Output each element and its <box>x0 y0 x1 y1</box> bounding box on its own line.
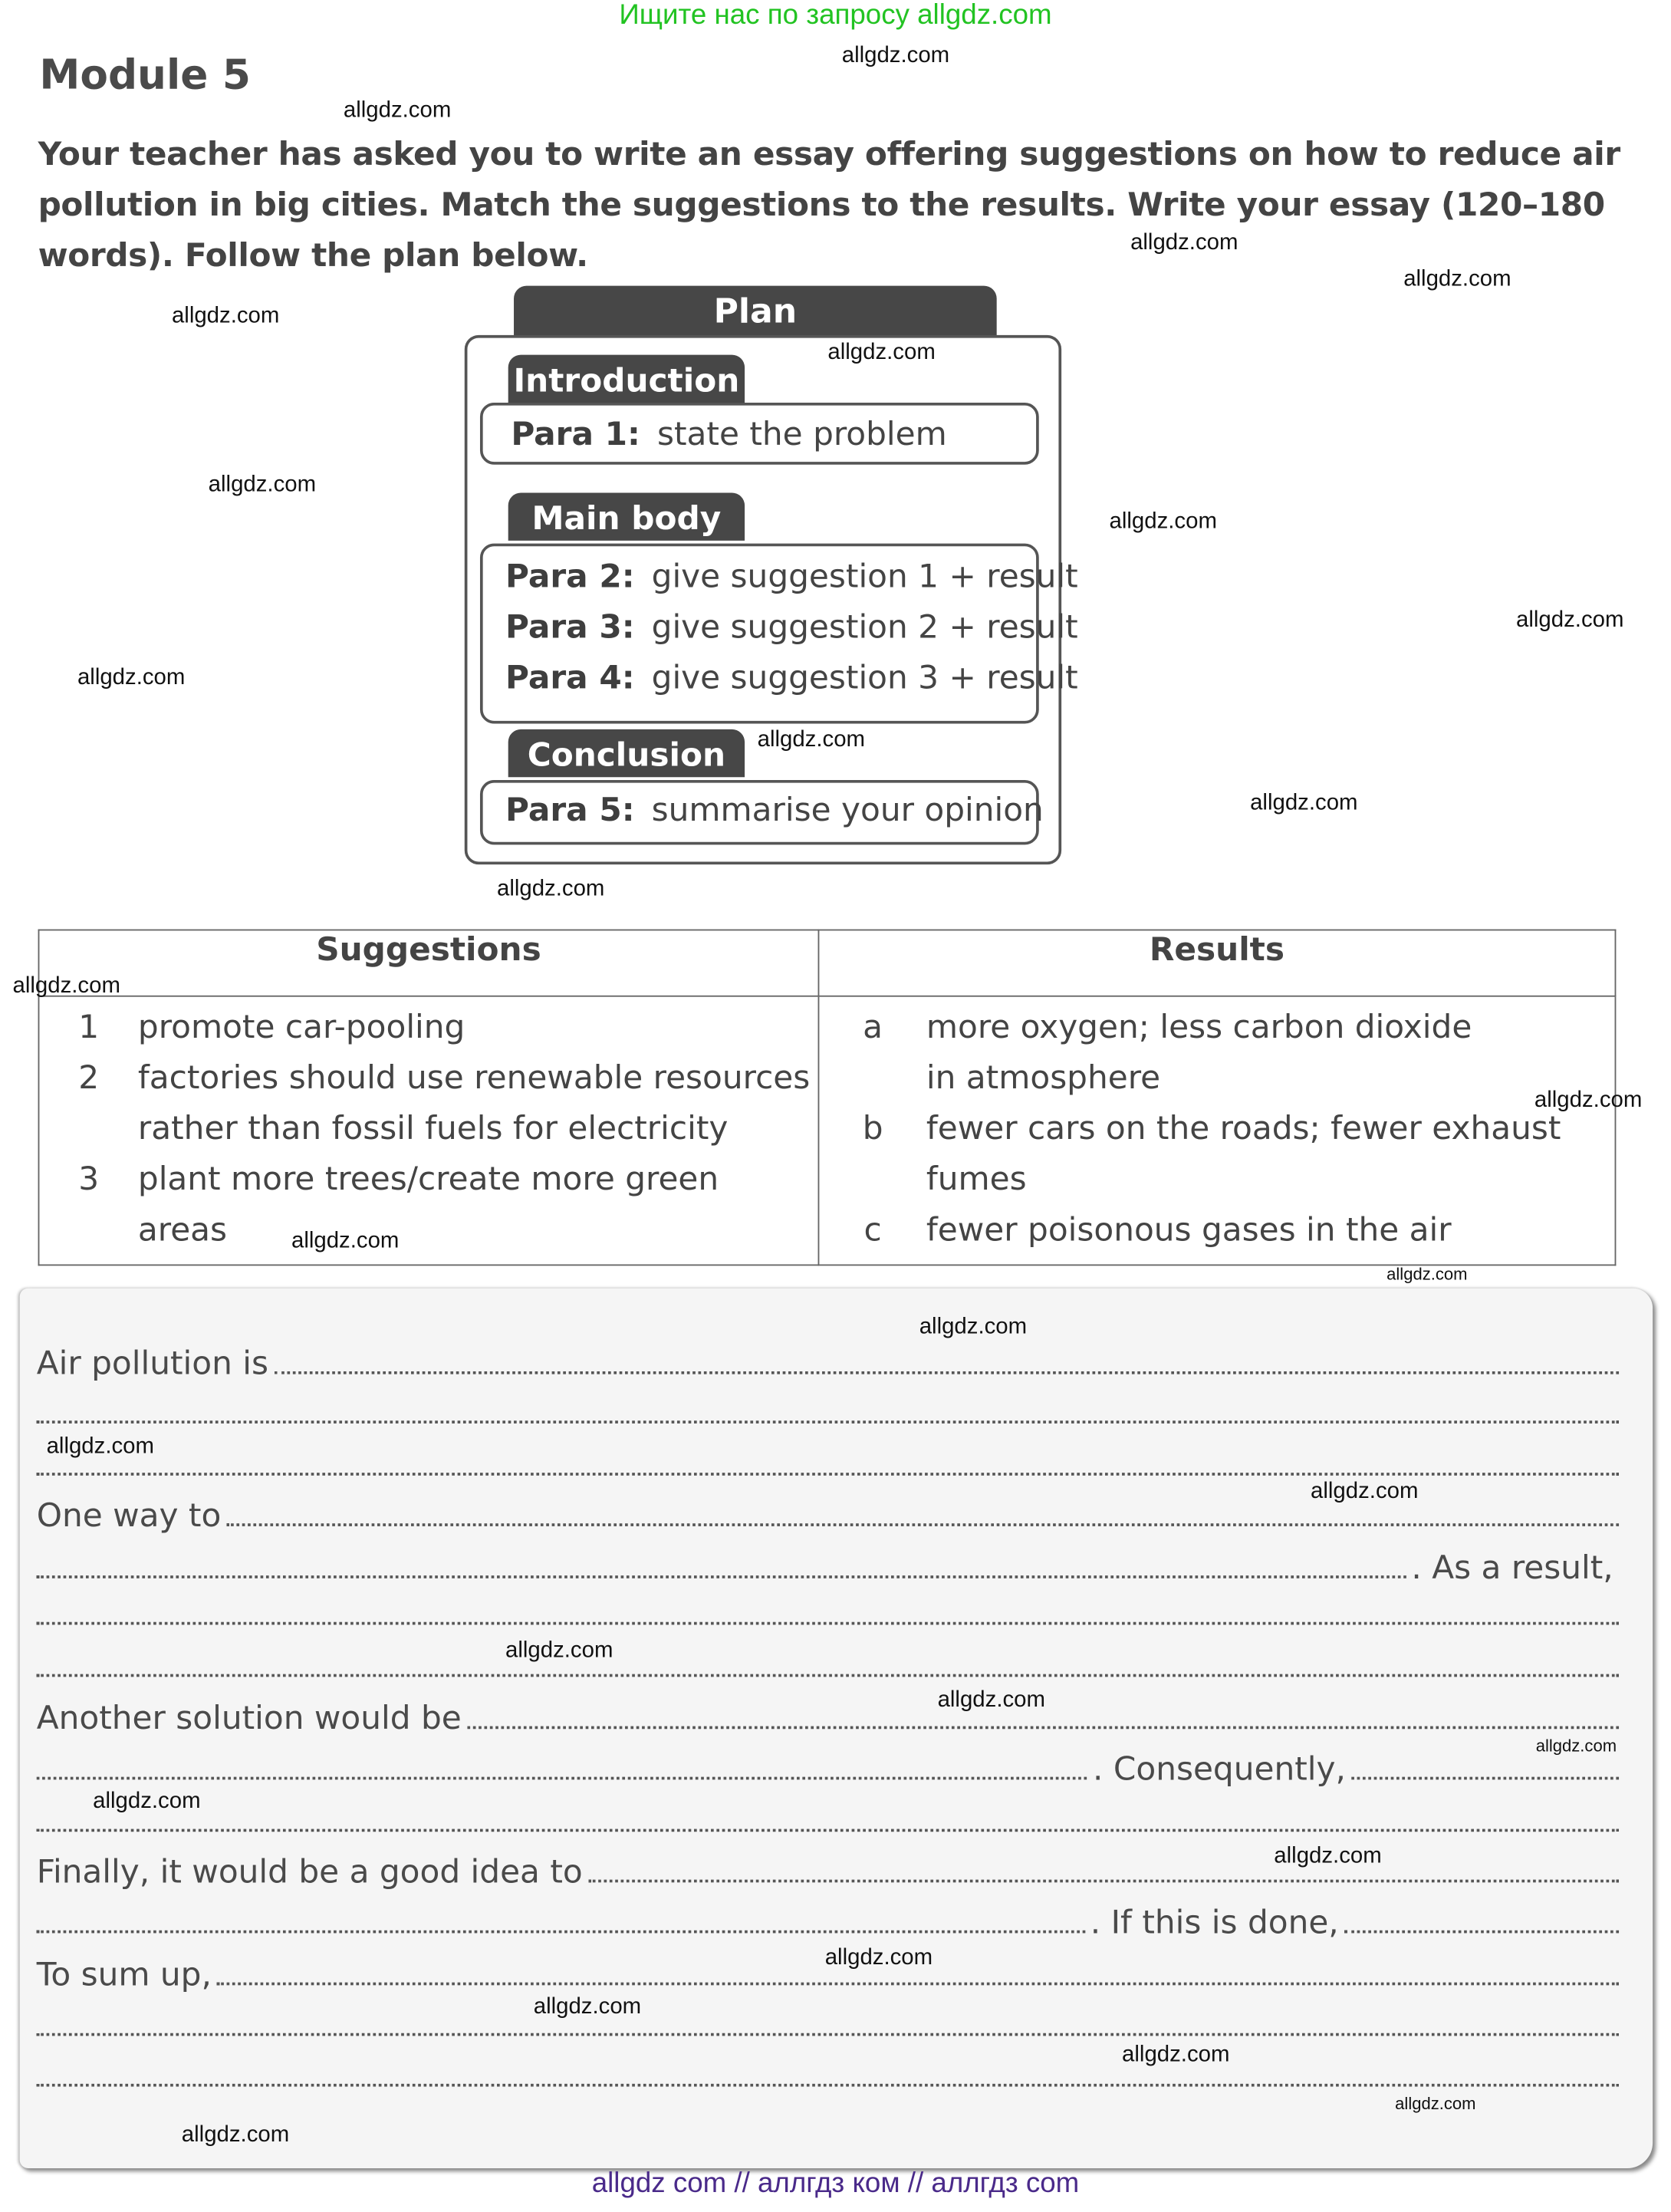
dotted-line[interactable] <box>37 1828 1619 1832</box>
watermark: allgdz.com <box>77 666 186 690</box>
essay-line[interactable] <box>37 1439 1619 1484</box>
suggestion-item <box>39 1053 817 1154</box>
plan-row <box>483 552 1078 603</box>
para-text: give suggestion 2 + result <box>651 609 1078 647</box>
watermark: allgdz.com <box>1403 267 1511 291</box>
result-item <box>819 1205 1614 1256</box>
plan-row <box>483 653 1078 704</box>
essay-line[interactable] <box>37 2050 1619 2095</box>
item-text: plant more trees/create more green areas <box>137 1161 719 1249</box>
item-text: fewer cars on the roads; fewer exhaust fumes <box>926 1111 1561 1199</box>
plan-title: Plan <box>514 286 997 337</box>
search-banner[interactable]: Ищите нас по запросу allgdz.com <box>619 0 1052 31</box>
dotted-line[interactable] <box>274 1370 1619 1374</box>
watermark: allgdz.com <box>497 877 605 901</box>
dotted-line[interactable] <box>588 1878 1619 1883</box>
dotted-line[interactable] <box>37 2082 1619 2087</box>
watermark: allgdz.com <box>505 1638 613 1663</box>
results-header: Results <box>818 930 1615 996</box>
plan-main-box <box>480 544 1078 724</box>
item-text: promote car-pooling <box>137 1009 465 1046</box>
dotted-line[interactable] <box>37 1929 1085 1934</box>
watermark: allgdz.com <box>93 1789 201 1814</box>
essay-prompt: . If this is done, <box>1090 1904 1339 1942</box>
item-letter: c <box>863 1212 882 1249</box>
dotted-line[interactable] <box>227 1522 1619 1526</box>
essay-prompt: Air pollution is <box>36 1345 269 1383</box>
item-number: 2 <box>78 1060 100 1098</box>
para-label: Para 3: <box>505 609 635 647</box>
task-instructions: Your teacher has asked you to write an essay offering suggestions on how to reduce air pollution in big cities. Match the suggestions to the results. Write your essay (120–180 words). Follow the plan below. <box>38 137 1620 275</box>
suggestions-cell <box>38 996 818 1266</box>
essay-prompt: Another solution would be <box>36 1700 462 1738</box>
watermark: allgdz.com <box>1516 608 1624 633</box>
essay-prompt: . As a result, <box>1411 1550 1613 1587</box>
essay-line[interactable] <box>37 1638 1619 1686</box>
watermark: allgdz.com <box>343 98 452 123</box>
suggestions-header: Suggestions <box>38 930 818 996</box>
watermark: allgdz.com <box>1535 1736 1617 1756</box>
dotted-line[interactable] <box>37 1419 1619 1424</box>
para-text: summarise your opinion <box>651 792 1044 830</box>
module-title: Module 5 <box>39 51 251 99</box>
watermark: allgdz.com <box>1386 1264 1468 1285</box>
watermark: allgdz.com <box>1395 2093 1476 2114</box>
watermark: allgdz.com <box>533 1995 642 2019</box>
results-cell <box>818 996 1615 1266</box>
essay-prompt: To sum up, <box>36 1957 212 1994</box>
watermark: allgdz.com <box>1311 1480 1419 1504</box>
watermark: allgdz.com <box>171 304 280 328</box>
result-item <box>819 1002 1614 1104</box>
suggestion-item <box>39 1002 817 1053</box>
matching-table <box>38 930 1617 1266</box>
essay-line[interactable] <box>37 1796 1619 1841</box>
plan-row <box>483 406 1036 456</box>
dotted-line[interactable] <box>37 1471 1619 1476</box>
watermark: allgdz.com <box>1122 2042 1230 2067</box>
section-introduction: Introduction <box>508 355 745 403</box>
essay-line[interactable] <box>37 1542 1619 1587</box>
item-text: more oxygen; less carbon dioxide in atmosphere <box>926 1009 1472 1098</box>
essay-prompt: One way to <box>36 1498 222 1535</box>
section-main-body: Main body <box>508 492 745 540</box>
essay-line[interactable] <box>37 1588 1619 1634</box>
suggestion-item <box>39 1154 817 1256</box>
dotted-line[interactable] <box>37 2032 1619 2036</box>
essay-line[interactable] <box>37 1387 1619 1432</box>
para-label: Para 5: <box>505 792 635 830</box>
para-text: give suggestion 3 + result <box>651 660 1078 697</box>
essay-line[interactable] <box>37 1897 1619 1942</box>
result-item <box>819 1104 1614 1205</box>
item-letter: b <box>862 1111 883 1148</box>
watermark: allgdz.com <box>1130 231 1238 255</box>
dotted-line[interactable] <box>37 1776 1087 1780</box>
dotted-line[interactable] <box>467 1725 1619 1730</box>
watermark: allgdz.com <box>1250 791 1358 815</box>
watermark: allgdz.com <box>12 974 120 999</box>
watermark: allgdz.com <box>937 1688 1045 1713</box>
watermark: allgdz.com <box>824 1945 933 1970</box>
item-text: fewer poisonous gases in the air <box>926 1212 1452 1249</box>
item-number: 1 <box>78 1009 100 1046</box>
watermark: allgdz.com <box>757 728 866 752</box>
para-label: Para 4: <box>505 660 635 697</box>
item-letter: a <box>863 1009 883 1046</box>
watermark: allgdz.com <box>919 1315 1028 1339</box>
footer-links[interactable]: allgdz com // аллгдз ком // аллгдз com <box>591 2168 1080 2200</box>
para-text: state the problem <box>656 416 947 454</box>
para-label: Para 1: <box>511 416 640 454</box>
dotted-line[interactable] <box>1344 1929 1619 1934</box>
essay-prompt: Finally, it would be a good idea to <box>36 1854 583 1891</box>
section-conclusion: Conclusion <box>508 729 745 777</box>
watermark: allgdz.com <box>46 1434 154 1459</box>
item-number: 3 <box>78 1161 100 1199</box>
plan-row <box>483 783 1044 834</box>
watermark: allgdz.com <box>291 1229 400 1253</box>
essay-line[interactable] <box>37 1743 1619 1789</box>
dotted-line[interactable] <box>1351 1776 1619 1780</box>
para-label: Para 2: <box>505 558 635 596</box>
plan-row <box>483 603 1078 653</box>
dotted-line[interactable] <box>217 1981 1619 1986</box>
essay-line[interactable] <box>37 1693 1619 1738</box>
watermark: allgdz.com <box>208 472 317 498</box>
watermark: allgdz.com <box>1274 1844 1382 1868</box>
plan-intro-box <box>480 403 1039 465</box>
para-text: give suggestion 1 + result <box>651 558 1078 596</box>
essay-prompt: . Consequently, <box>1093 1751 1346 1789</box>
dotted-line[interactable] <box>37 1673 1619 1677</box>
plan-conclusion-box <box>480 780 1044 844</box>
watermark: allgdz.com <box>1109 509 1217 534</box>
watermark: allgdz.com <box>841 43 950 68</box>
dotted-line[interactable] <box>37 1621 1619 1625</box>
essay-line[interactable] <box>37 2000 1619 2045</box>
watermark: allgdz.com <box>1534 1088 1643 1113</box>
watermark: allgdz.com <box>181 2123 290 2148</box>
dotted-line[interactable] <box>37 1574 1406 1578</box>
watermark: allgdz.com <box>827 341 936 365</box>
essay-line[interactable] <box>37 1338 1619 1383</box>
item-text: factories should use renewable resources rather than fossil fuels for electricity <box>137 1060 811 1148</box>
